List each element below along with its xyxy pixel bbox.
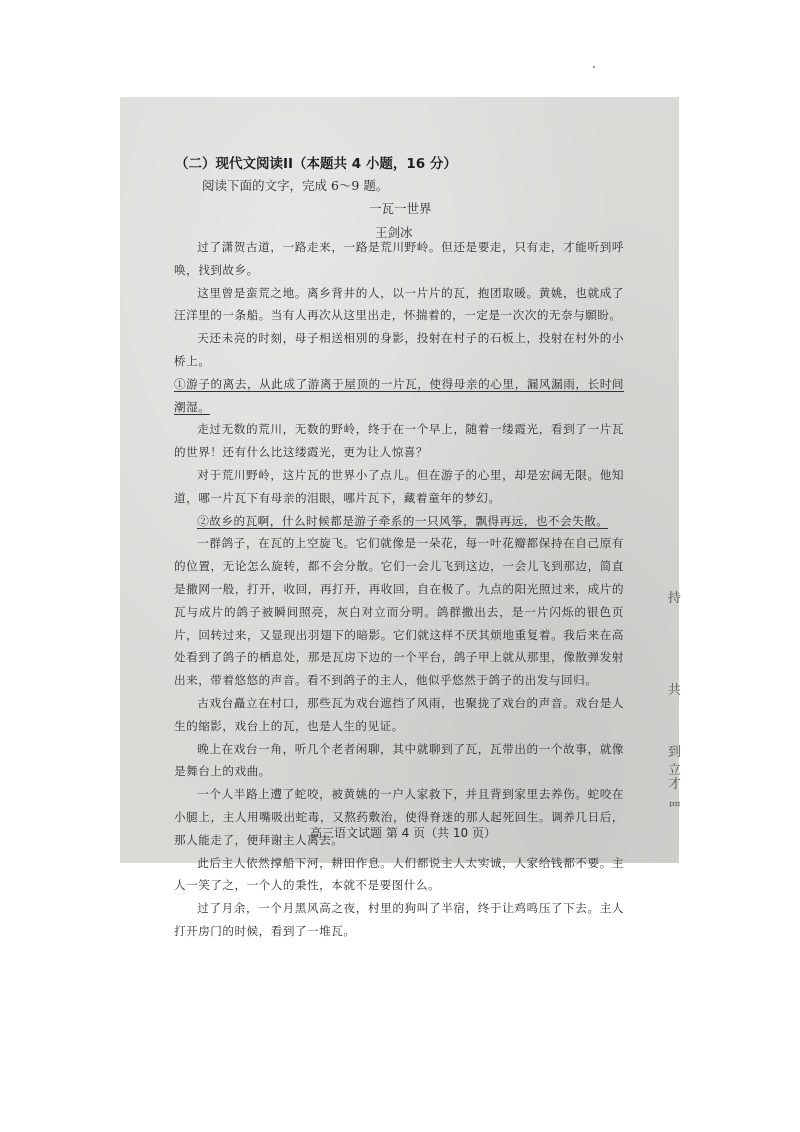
essay-paragraph: 晚上在戏台一角，听几个老者闲聊，其中就聊到了瓦，瓦带出的一个故事，就像是舞台上的戏曲。 xyxy=(174,741,624,779)
exam-sheet xyxy=(120,97,682,938)
underlined-sentence: ①游子的离去，从此成了游离于屋顶的一片瓦，使得母亲的心里，漏风漏雨，长时间潮湿。 xyxy=(174,376,624,414)
essay-paragraph: 这里曾是蛮荒之地。离乡背井的人，以一片片的瓦，抱团取暖。黄姚，也就成了汪洋里的一条船。当有人再次从这里出走，怀揣着的，一定是一次次的无奈与願盼。 xyxy=(174,285,624,323)
essay-paragraph: 过了月余，一个月黑风高之夜，村里的狗叫了半宿，终于让鸡鸣压了下去。主人打开房门的时候，看到了一堆瓦。 xyxy=(174,901,624,938)
essay-paragraph: 对于荒川野岭，这片瓦的世界小了点儿。但在游子的心里，却是宏阔无限。他知道，哪一片瓦下有母亲的泪眼，哪片瓦下，藏着童年的梦幻。 xyxy=(174,467,624,505)
margin-fragment: 共 xyxy=(668,683,682,698)
margin-fragment: 持 xyxy=(668,591,682,606)
essay-paragraph: 此后主人依然撑船下河，耕田作息。人们都说主人太实诚，人家给钱都不要。主人一笑了之，一个人的秉性，本就不是要图什么。 xyxy=(174,855,624,893)
reading-instruction: 阅读下面的文字，完成 6～9 题。 xyxy=(202,178,389,193)
essay-paragraph: 一个人半路上遭了蛇咬，被黄姚的一户人家救下，并且背到家里去养伤。蛇咬在小腿上，主人用嘴吸出蛇毒，又熬药敷治，使得脊迷的那人起死回生。调养几日后，那人能走了，便拜谢主人离去。 xyxy=(174,787,624,847)
margin-fragment: 到 xyxy=(668,745,682,760)
margin-fragment: 才 xyxy=(668,777,682,792)
section-title: （二）现代文阅读II（本题共 4 小题，16 分） xyxy=(175,156,457,172)
essay-paragraph: 一群鸽子，在瓦的上空旋飞。它们就像是一朵花，每一叶花瓣都保持在自己原有的位置，无论怎么旋转，都不会分散。它们一会儿飞到这边，一会儿飞到那边，简直是撒网一般，打开，收回，再打开，再收回，自在极了。九点的阳光照过来，成片的瓦与成片的鸽子被瞬间照亮，灰白对立而分明。鸽群撒出去，是一片闪烁的银色页片，回转过来，又显现出羽翅下的暗影。它们就这样不厌其烦地重复着。我后来在高处看到了鸽子的栖息处，那是瓦房下边的一个平台，鸽子甲上就从那里，像散弹发射出来，带着悠悠的声音。看不到鸽子的主人，他似乎悠然于鸽子的出发与回归。 xyxy=(174,536,624,688)
photographed-exam-page xyxy=(120,97,682,938)
scan-speck xyxy=(593,66,595,68)
essay-paragraph: 天还未亮的时刻，母子相送相別的身影，投射在村子的石板上，投射在村外的小桥上。 xyxy=(174,331,624,368)
essay-author: 王剑冰 xyxy=(375,225,413,240)
margin-fragment: 罒 xyxy=(668,801,682,816)
underlined-sentence: ②故乡的瓦啊，什么时候都是游子牵系的一只风筝，飘得再远，也不会失散。 xyxy=(197,513,609,528)
essay-paragraph xyxy=(174,373,624,419)
essay-paragraph: 走过无数的荒川，无数的野岭，终于在一个早上，随着一缕霞光，看到了一片瓦的世界！还有什么比这缕霞光，更为让人惊喜？ xyxy=(174,422,624,460)
essay-paragraph xyxy=(174,510,624,533)
essay-title: 一瓦一世界 xyxy=(369,201,432,216)
essay-paragraph: 过了潇贺古道，一路走来，一路是荒川野岭。但还是要走，只有走，才能听到呼唤，找到故乡。 xyxy=(174,240,624,277)
essay-paragraph: 古戏台矗立在村口，那些瓦为戏台遮挡了风雨，也聚拢了戏台的声音。戏台是人生的缩影，戏台上的瓦，也是人生的见证。 xyxy=(174,695,624,733)
margin-fragment: 立 xyxy=(668,763,682,778)
page-footer: 高三语文试题 第 4 页（共 10 页） xyxy=(310,826,496,840)
